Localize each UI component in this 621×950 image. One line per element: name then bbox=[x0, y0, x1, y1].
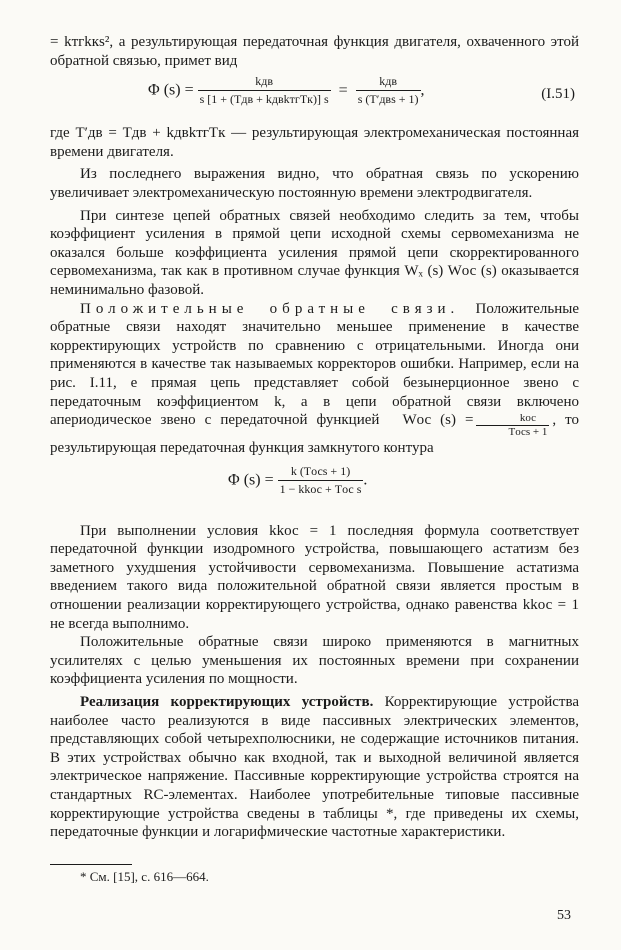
eq2-lhs: Φ (s) = bbox=[228, 471, 274, 489]
section-heading-positive-feedback: Положительные обратные связи. bbox=[80, 300, 460, 317]
paragraph-5 bbox=[50, 300, 579, 458]
wos-numerator: kос bbox=[476, 412, 549, 426]
footnote-divider bbox=[50, 864, 132, 865]
paragraph-3: Из последнего выражения видно, что обратная связь по ускорению увеличивает электромеханическую постоянную времени электродвигателя. bbox=[50, 166, 579, 201]
eq2-numerator: k (Tосs + 1) bbox=[278, 464, 364, 481]
eq2-fraction bbox=[278, 464, 364, 497]
page-content bbox=[50, 33, 579, 885]
page-number: 53 bbox=[557, 908, 571, 923]
wos-lhs: Wос (s) = bbox=[402, 412, 474, 429]
eq151-denominator-2: s (T′двs + 1) bbox=[357, 92, 419, 107]
eq151-equals: = bbox=[338, 81, 348, 99]
eq151-lhs: Φ (s) = bbox=[148, 81, 194, 99]
equation-number: (I.51) bbox=[541, 86, 575, 103]
wos-fraction bbox=[476, 412, 549, 439]
equation-I51: Φ (s) = $\frac{\text{kдв}}{\text{s [1 + (Tдв + kдвkтгTк)] s}}$ = $\frac{\text{kдв}}{\text{s (T′двs + 1)}}$ , (I.51) bbox=[148, 74, 575, 107]
paragraph-1: = kтгkкs², а результирующая передаточная функция двигателя, охваченного этой обратной связью, примет вид bbox=[50, 34, 579, 69]
paragraph-8-body: Корректирующие устройства наиболее часто реализуются в виде пассивных электрических элементов, представляющих собой четырехполюсники, не содержащие источников питания. В этих устройствах обычно как входной, так и выходной величиной является электрическое напряжение. Пассивные корректирующие устройства строятся на стандартных RC-элементах. Наиболее употребительные типовые пассивные корректирующие устройства сведены в таблицы *, где приведены их схемы, передаточные функции и логарифмические частотные характеристики. bbox=[50, 694, 579, 841]
eq151-numerator-1: kдв bbox=[198, 74, 331, 91]
paragraph-2: где T′дв = Tдв + kдвkтгTк — результирующая электромеханическая постоянная времени двигателя. bbox=[50, 125, 579, 160]
paragraph-8 bbox=[50, 693, 579, 842]
eq151-fraction-2 bbox=[356, 74, 421, 107]
eq151-numerator-2: kдв bbox=[356, 74, 421, 91]
paragraph-6: При выполнении условия kkос = 1 последняя формула соответствует передаточной функции изодромного устройства, повышающего астатизм без заметного ухудшения устойчивости сервомеханизма. Повышение астатизма введением такого вида положительной обратной связи является простым в отношении реализации корректирующего устройства, однако равенства kkос = 1 не всегда выполнимо. bbox=[50, 522, 579, 632]
equation-closed-loop: Φ (s) = $\frac{\text{k (Tосs + 1)}}{\text{1 − kkос + Tос s}}$ . bbox=[228, 463, 368, 496]
section-heading-implementation: Реализация корректирующих устройств. bbox=[80, 694, 374, 711]
footnote: * См. [15], с. 616—664. bbox=[80, 868, 209, 884]
paragraph-4: При синтезе цепей обратных связей необходимо следить за тем, чтобы коэффициент усиления в прямой цепи исходной схемы сервомеханизма не оказался больше коэффициента усиления прямой цепи скорректированного сервомеханизма, так как в противном случае функция Wₓ (s) Wос (s) оказывается неминимально фазовой. bbox=[50, 207, 579, 298]
paragraph-5-body: Положительные обратные связи находят значительно меньшее применение в качестве корректирующих устройств по сравнению с отрицательными. Иногда они применяются в качестве так называемых корректоров ошибки. Например, если на рис. I.11, е прямая цепь представляет собой безынерционное звено с передаточным коэффициентом k, а в цепи обратной связи включено апериодическое звено с передаточной функцией bbox=[50, 300, 579, 429]
wos-denominator: Tосs + 1 bbox=[508, 426, 548, 439]
paragraph-7: Положительные обратные связи широко применяются в магнитных усилителях с целью уменьшения их постоянных времени при сохранении коэффициента усиления по мощности. bbox=[50, 634, 579, 688]
eq151-denominator-1: s [1 + (Tдв + kдвkтгTк)] s bbox=[199, 92, 329, 107]
eq151-fraction-1 bbox=[198, 74, 331, 107]
eq2-denominator: 1 − kkос + Tос s bbox=[279, 481, 362, 496]
paragraph-5-tail: , то результирующая передаточная функция замкнутого контура bbox=[50, 412, 579, 457]
